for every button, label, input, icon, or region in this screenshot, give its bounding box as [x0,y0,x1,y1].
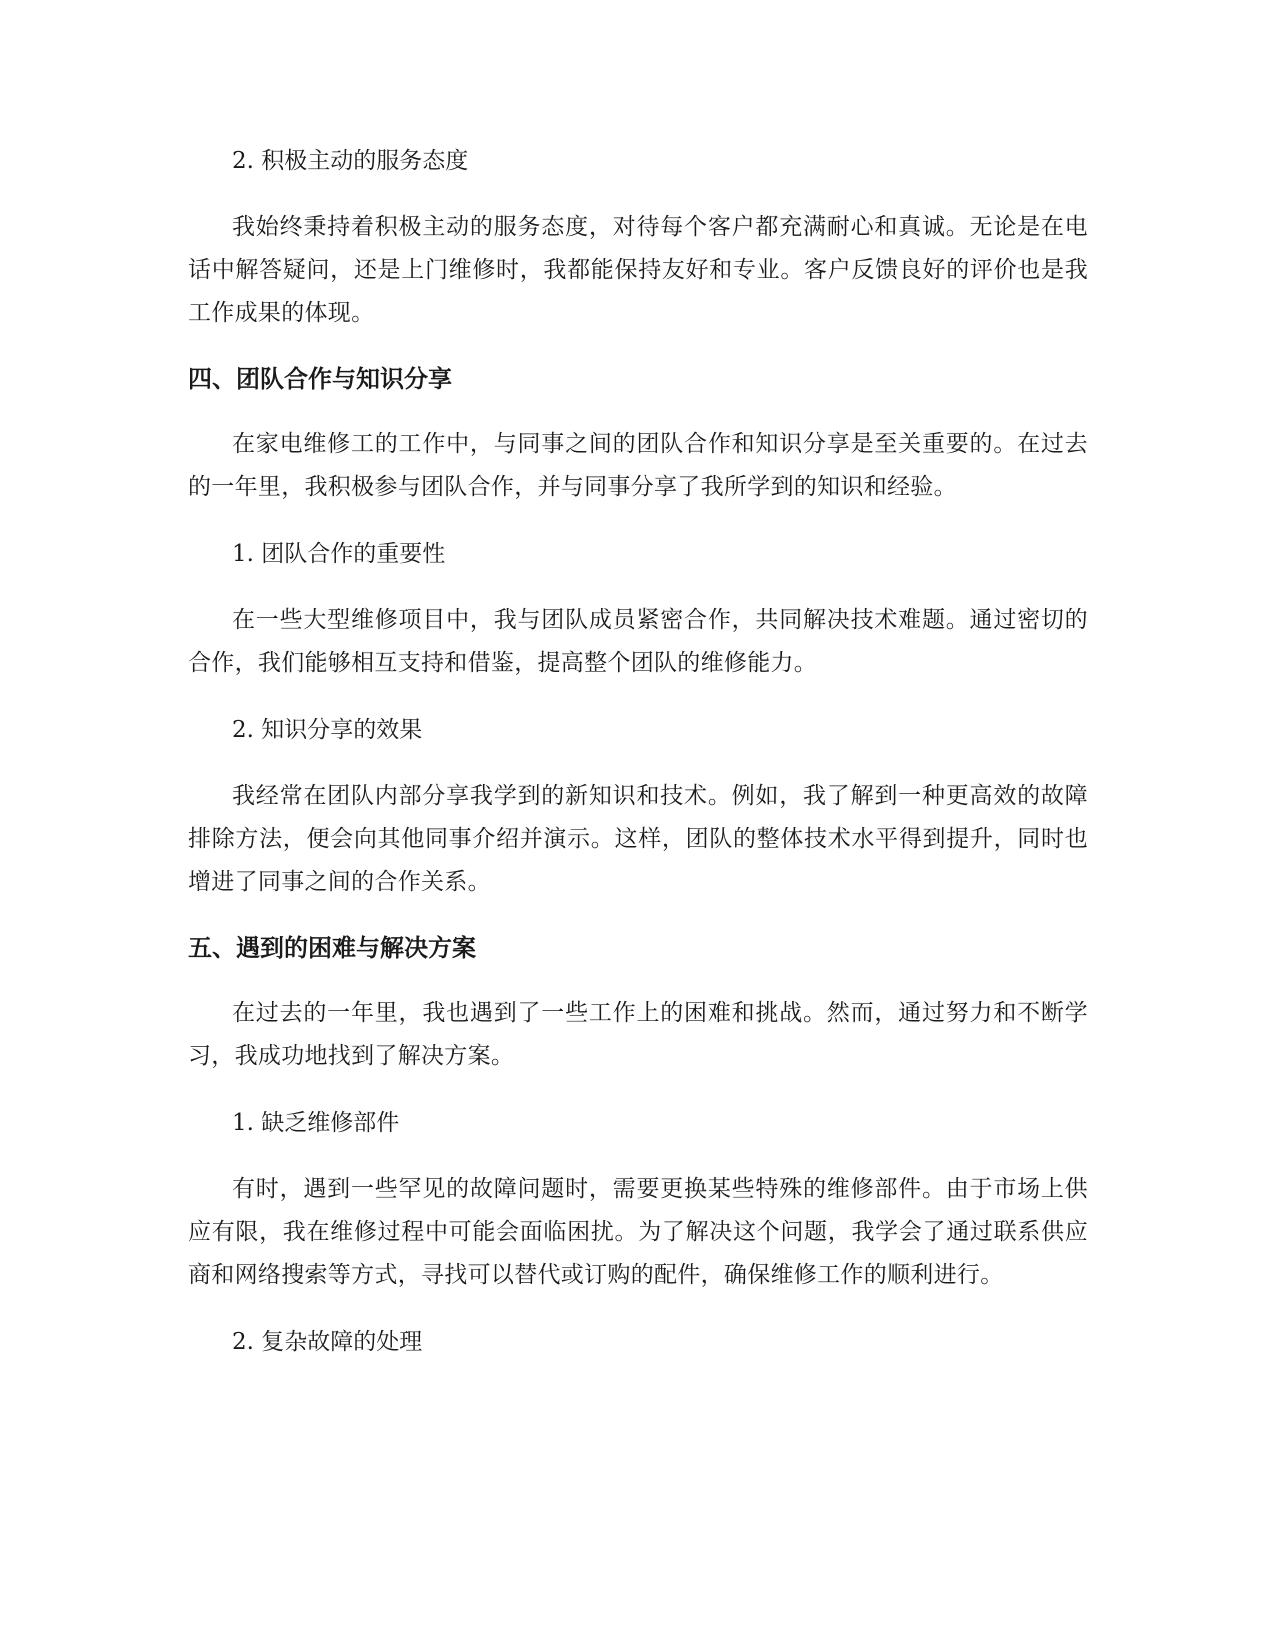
section-heading-difficulties: 五、遇到的困难与解决方案 [188,934,476,962]
subheading-knowledge-sharing: 2. 知识分享的效果 [232,717,423,743]
subheading-service-attitude: 2. 积极主动的服务态度 [232,148,469,174]
paragraph-missing-parts: 有时，遇到一些罕见的故障问题时，需要更换某些特殊的维修部件。由于市场上供应有限，我在维修过程中可能会面临困扰。为了解决这个问题，我学会了通过联系供应商和网络搜索等方式，寻找可以替代或订购的配件，确保维修工作的顺利进行。 [188,1176,1088,1288]
section-heading-teamwork: 四、团队合作与知识分享 [188,365,452,393]
paragraph-difficulties-intro: 在过去的一年里，我也遇到了一些工作上的困难和挑战。然而，通过努力和不断学习，我成功地找到了解决方案。 [188,1000,1088,1069]
subheading-teamwork-importance: 1. 团队合作的重要性 [232,541,446,567]
subheading-complex-faults: 2. 复杂故障的处理 [232,1329,423,1355]
paragraph-teamwork-importance: 在一些大型维修项目中，我与团队成员紧密合作，共同解决技术难题。通过密切的合作，我们能够相互支持和借鉴，提高整个团队的维修能力。 [188,607,1088,676]
paragraph-teamwork-intro: 在家电维修工的工作中，与同事之间的团队合作和知识分享是至关重要的。在过去的一年里，我积极参与团队合作，并与同事分享了我所学到的知识和经验。 [188,431,1088,500]
document-body [188,140,1088,1387]
subheading-missing-parts: 1. 缺乏维修部件 [232,1110,400,1136]
paragraph-service-attitude: 我始终秉持着积极主动的服务态度，对待每个客户都充满耐心和真诚。无论是在电话中解答疑问，还是上门维修时，我都能保持友好和专业。客户反馈良好的评价也是我工作成果的体现。 [188,214,1088,326]
paragraph-knowledge-sharing: 我经常在团队内部分享我学到的新知识和技术。例如，我了解到一种更高效的故障排除方法，便会向其他同事介绍并演示。这样，团队的整体技术水平得到提升，同时也增进了同事之间的合作关系。 [188,783,1088,895]
